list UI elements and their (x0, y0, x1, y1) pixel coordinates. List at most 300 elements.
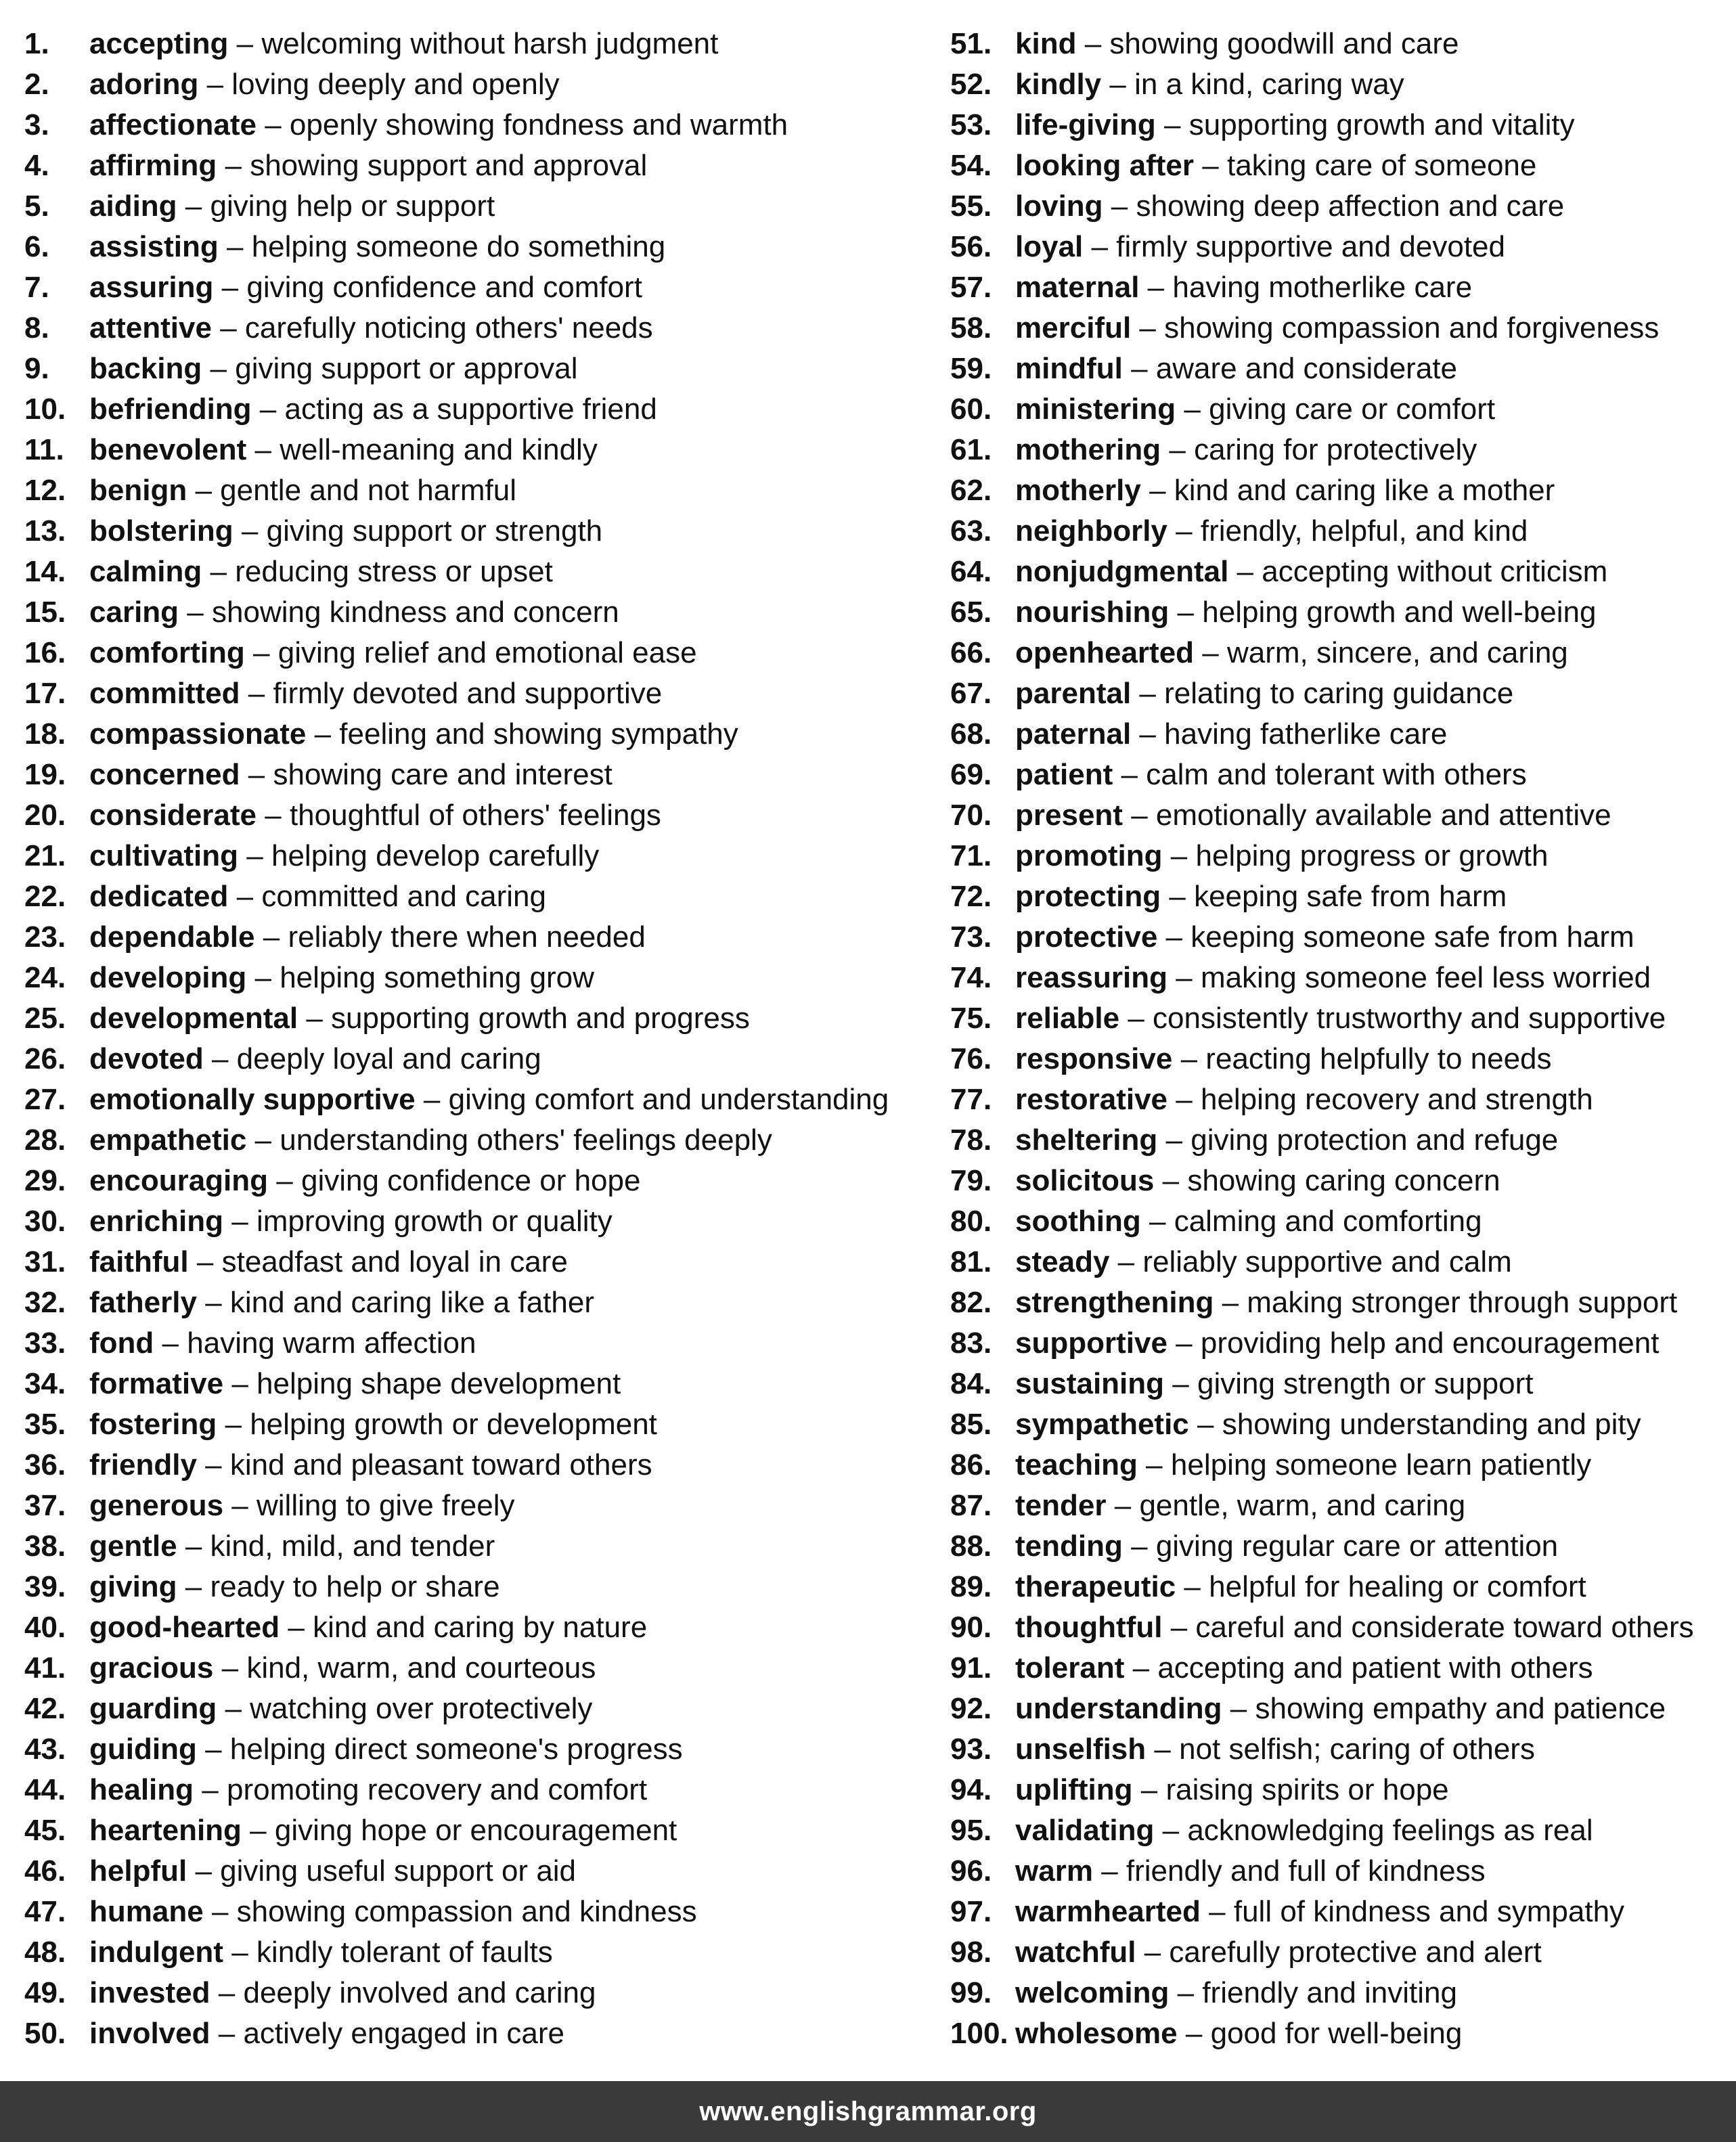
item-number: 55. (950, 189, 992, 223)
item-term: adoring (89, 68, 199, 101)
list-item (24, 1936, 904, 1976)
item-term: paternal (1015, 717, 1132, 751)
list-item (24, 433, 904, 474)
item-separator: – (231, 1367, 248, 1400)
item-number: 88. (950, 1530, 992, 1563)
item-definition: helping someone learn patiently (1170, 1448, 1592, 1481)
item-number: 34. (24, 1367, 66, 1400)
item-definition: calm and tolerant with others (1146, 758, 1527, 791)
item-number: 27. (24, 1083, 66, 1116)
item-term: sustaining (1015, 1367, 1165, 1400)
item-term: uplifting (1015, 1773, 1133, 1806)
list-item (950, 1367, 1736, 1408)
item-text (89, 189, 495, 223)
item-definition: helping growth and well-being (1202, 596, 1597, 629)
item-text (1015, 108, 1575, 142)
item-text (89, 1245, 568, 1279)
item-number: 28. (24, 1123, 66, 1157)
list-item (24, 1123, 904, 1164)
list-item (950, 596, 1736, 636)
item-number: 67. (950, 677, 992, 710)
item-term: mothering (1015, 433, 1161, 466)
item-term: befriending (89, 393, 252, 426)
item-separator: – (231, 1936, 248, 1969)
item-number: 52. (950, 68, 992, 101)
list-item (950, 189, 1736, 230)
item-separator: – (306, 1002, 323, 1035)
item-term: concerned (89, 758, 240, 791)
item-separator: – (254, 1123, 272, 1157)
item-definition: openly showing fondness and warmth (289, 108, 788, 141)
item-term: benevolent (89, 433, 247, 466)
item-term: fond (89, 1326, 154, 1360)
item-definition: understanding others' feelings deeply (280, 1123, 772, 1157)
list-item (950, 1611, 1736, 1651)
list-item (950, 1854, 1736, 1895)
item-definition: showing care and interest (273, 758, 613, 791)
item-definition: in a kind, caring way (1134, 68, 1404, 101)
item-term: nonjudgmental (1015, 555, 1229, 588)
list-item (24, 1814, 904, 1854)
item-term: good-hearted (89, 1611, 280, 1644)
item-number: 23. (24, 920, 66, 954)
item-number: 83. (950, 1326, 992, 1360)
item-term: unselfish (1015, 1733, 1147, 1766)
item-number: 98. (950, 1936, 992, 1969)
item-text (1015, 880, 1507, 914)
item-number: 13. (24, 514, 66, 548)
item-definition: helping progress or growth (1195, 839, 1549, 872)
item-definition: carefully protective and alert (1169, 1936, 1542, 1969)
item-term: sympathetic (1015, 1408, 1189, 1441)
item-term: benign (89, 474, 187, 507)
item-text (89, 68, 560, 102)
item-number: 31. (24, 1245, 66, 1278)
item-definition: improving growth or quality (256, 1205, 613, 1238)
item-number: 5. (24, 189, 49, 223)
item-text (1015, 1854, 1486, 1888)
item-text (89, 271, 642, 305)
item-separator: – (1202, 636, 1219, 669)
item-text (89, 1286, 594, 1320)
list-item (24, 1326, 904, 1367)
item-number: 16. (24, 636, 66, 669)
item-definition: calming and comforting (1174, 1205, 1482, 1238)
item-definition: kind and caring like a father (229, 1286, 595, 1319)
item-number: 94. (950, 1773, 992, 1806)
item-number: 2. (24, 68, 49, 101)
item-definition: supporting growth and progress (331, 1002, 750, 1035)
item-number: 51. (950, 27, 992, 60)
item-definition: reducing stress or upset (235, 555, 553, 588)
list-item (24, 189, 904, 230)
item-separator: – (1147, 271, 1165, 304)
item-separator: – (1131, 352, 1148, 385)
item-separator: – (236, 27, 254, 60)
list-item (950, 433, 1736, 474)
item-number: 85. (950, 1408, 992, 1441)
item-term: heartening (89, 1814, 242, 1847)
item-definition: warm, sincere, and caring (1227, 636, 1568, 669)
list-item (24, 1164, 904, 1205)
item-definition: having motherlike care (1172, 271, 1473, 304)
item-text (1015, 433, 1477, 467)
item-definition: kind and pleasant toward others (229, 1448, 652, 1481)
list-item (24, 839, 904, 880)
item-separator: – (218, 1976, 236, 2009)
list-item (24, 230, 904, 271)
item-separator: – (211, 1895, 229, 1928)
item-term: accepting (89, 27, 229, 60)
item-text (89, 1611, 647, 1645)
item-separator: – (1131, 799, 1148, 832)
item-text (1015, 1326, 1659, 1360)
item-term: therapeutic (1015, 1570, 1176, 1603)
item-text (1015, 1489, 1465, 1523)
item-number: 19. (24, 758, 66, 791)
item-text (1015, 149, 1536, 183)
item-term: developmental (89, 1002, 298, 1035)
item-text (1015, 555, 1607, 589)
item-term: loyal (1015, 230, 1084, 263)
list-item (24, 1651, 904, 1692)
item-definition: kindly tolerant of faults (256, 1936, 553, 1969)
item-term: soothing (1015, 1205, 1141, 1238)
list-item (950, 677, 1736, 717)
item-text (89, 596, 619, 629)
item-number: 42. (24, 1692, 66, 1725)
list-item (950, 717, 1736, 758)
item-separator: – (225, 149, 242, 182)
item-text (89, 920, 646, 954)
item-number: 33. (24, 1326, 66, 1360)
item-term: welcoming (1015, 1976, 1170, 2009)
item-separator: – (1091, 230, 1108, 263)
item-separator: – (1144, 1936, 1161, 1969)
item-number: 30. (24, 1205, 66, 1238)
list-item (950, 1123, 1736, 1164)
item-definition: watching over protectively (250, 1692, 593, 1725)
item-definition: helping direct someone's progress (229, 1733, 683, 1766)
item-term: backing (89, 352, 202, 385)
item-text (1015, 1042, 1552, 1076)
item-term: emotionally supportive (89, 1083, 416, 1116)
item-separator: – (218, 2017, 236, 2050)
item-separator: – (185, 189, 202, 223)
list-item (950, 1530, 1736, 1570)
item-text (1015, 1611, 1694, 1645)
item-number: 11. (24, 433, 64, 466)
item-separator: – (1109, 68, 1126, 101)
item-term: solicitous (1015, 1164, 1155, 1197)
item-separator: – (1117, 1245, 1135, 1278)
item-text (89, 393, 657, 426)
item-text (89, 1530, 495, 1563)
item-text (1015, 636, 1568, 670)
item-number: 39. (24, 1570, 66, 1603)
item-definition: deeply loyal and caring (236, 1042, 541, 1075)
item-term: assisting (89, 230, 219, 263)
item-separator: – (1176, 1083, 1193, 1116)
list-item (950, 1408, 1736, 1448)
item-term: tolerant (1015, 1651, 1125, 1684)
list-item (950, 555, 1736, 596)
item-number: 97. (950, 1895, 992, 1928)
list-item (950, 1895, 1736, 1936)
item-definition: giving strength or support (1197, 1367, 1534, 1400)
word-list-right-column (950, 27, 1736, 2057)
item-text (1015, 1205, 1482, 1239)
item-separator: – (202, 1773, 219, 1806)
item-number: 73. (950, 920, 992, 954)
item-text (1015, 2017, 1462, 2051)
list-item (950, 474, 1736, 514)
item-number: 58. (950, 311, 992, 344)
item-term: healing (89, 1773, 194, 1806)
item-text (1015, 596, 1596, 629)
list-item (950, 1733, 1736, 1773)
list-item (24, 1083, 904, 1123)
item-definition: emotionally available and attentive (1155, 799, 1611, 832)
item-term: neighborly (1015, 514, 1167, 548)
item-term: sheltering (1015, 1123, 1158, 1157)
item-definition: kind and caring by nature (313, 1611, 648, 1644)
item-number: 68. (950, 717, 992, 751)
item-number: 89. (950, 1570, 992, 1603)
item-text (1015, 68, 1404, 102)
item-term: understanding (1015, 1692, 1222, 1725)
item-number: 44. (24, 1773, 66, 1806)
item-definition: steadfast and loyal in care (221, 1245, 568, 1278)
item-text (1015, 1083, 1593, 1117)
item-definition: kind and caring like a mother (1174, 474, 1555, 507)
item-number: 45. (24, 1814, 66, 1847)
item-number: 12. (24, 474, 66, 507)
list-item (24, 1895, 904, 1936)
item-term: kind (1015, 27, 1077, 60)
item-term: compassionate (89, 717, 307, 751)
item-definition: giving useful support or aid (220, 1854, 577, 1888)
item-separator: – (1202, 149, 1219, 182)
item-separator: – (162, 1326, 179, 1360)
item-text (89, 1002, 750, 1035)
list-item (950, 1286, 1736, 1326)
item-number: 69. (950, 758, 992, 791)
item-term: supportive (1015, 1326, 1167, 1360)
item-number: 78. (950, 1123, 992, 1157)
item-text (89, 230, 665, 264)
item-separator: – (231, 1205, 248, 1238)
list-item (24, 1448, 904, 1489)
footer-website-link[interactable]: www.englishgrammar.org (699, 2096, 1037, 2126)
item-text (89, 1408, 657, 1442)
list-item (24, 393, 904, 433)
item-text (89, 880, 546, 914)
list-item (950, 1326, 1736, 1367)
item-separator: – (196, 1245, 214, 1278)
item-number: 17. (24, 677, 66, 710)
item-term: indulgent (89, 1936, 223, 1969)
item-separator: – (1111, 189, 1128, 223)
item-separator: – (423, 1083, 441, 1116)
item-text (1015, 352, 1457, 386)
list-item (950, 352, 1736, 393)
item-separator: – (1139, 311, 1156, 344)
item-text (1015, 1123, 1558, 1157)
item-separator: – (185, 1570, 202, 1603)
list-item (950, 1164, 1736, 1205)
item-definition: accepting and patient with others (1157, 1651, 1593, 1684)
list-item (24, 1205, 904, 1245)
item-separator: – (1177, 1976, 1195, 2009)
item-number: 4. (24, 149, 49, 182)
item-definition: friendly and inviting (1202, 1976, 1457, 2009)
item-number: 80. (950, 1205, 992, 1238)
item-text (1015, 1936, 1542, 1969)
item-term: affirming (89, 149, 217, 182)
list-item (950, 839, 1736, 880)
list-item (950, 880, 1736, 920)
item-number: 64. (950, 555, 992, 588)
item-definition: relating to caring guidance (1164, 677, 1514, 710)
item-definition: gentle and not harmful (220, 474, 517, 507)
item-term: humane (89, 1895, 204, 1928)
list-item (950, 271, 1736, 311)
list-item (950, 1976, 1736, 2017)
item-separator: – (259, 393, 277, 426)
item-text (89, 311, 653, 345)
item-text (89, 1083, 889, 1117)
list-item (950, 149, 1736, 189)
list-item (24, 961, 904, 1002)
item-separator: – (221, 271, 239, 304)
list-item (24, 555, 904, 596)
item-number: 81. (950, 1245, 992, 1278)
item-text (1015, 1692, 1666, 1726)
item-term: patient (1015, 758, 1113, 791)
item-definition: caring for protectively (1194, 433, 1477, 466)
list-item (24, 1408, 904, 1448)
item-definition: giving protection and refuge (1190, 1123, 1559, 1157)
item-separator: – (1165, 920, 1183, 954)
item-term: attentive (89, 311, 212, 344)
item-definition: having fatherlike care (1164, 717, 1448, 751)
item-separator: – (1164, 108, 1181, 141)
item-text (1015, 758, 1527, 792)
item-number: 99. (950, 1976, 992, 2009)
item-number: 18. (24, 717, 66, 751)
item-separator: – (1146, 1448, 1163, 1481)
item-definition: taking care of someone (1226, 149, 1537, 182)
item-definition: welcoming without harsh judgment (261, 27, 719, 60)
item-term: loving (1015, 189, 1103, 223)
item-definition: helping recovery and strength (1200, 1083, 1593, 1116)
list-item (24, 1530, 904, 1570)
item-number: 10. (24, 393, 66, 426)
item-separator: – (1149, 1205, 1166, 1238)
item-text (89, 1570, 500, 1604)
item-separator: – (1154, 1733, 1171, 1766)
item-definition: reacting helpfully to needs (1205, 1042, 1552, 1075)
item-term: parental (1015, 677, 1132, 710)
item-definition: giving hope or encouragement (274, 1814, 677, 1847)
list-item (24, 352, 904, 393)
item-definition: full of kindness and sympathy (1233, 1895, 1625, 1928)
list-item (24, 1773, 904, 1814)
item-text (89, 1651, 596, 1685)
item-definition: giving help or support (210, 189, 495, 223)
item-term: giving (89, 1570, 177, 1603)
item-number: 6. (24, 230, 49, 263)
list-item (24, 880, 904, 920)
item-number: 53. (950, 108, 992, 141)
item-definition: willing to give freely (257, 1489, 515, 1522)
item-text (1015, 1367, 1534, 1401)
item-separator: – (1209, 1895, 1226, 1928)
item-term: gracious (89, 1651, 214, 1684)
item-text (89, 1489, 515, 1523)
footer-bar (0, 2081, 1736, 2142)
list-item (24, 27, 904, 68)
item-separator: – (1149, 474, 1166, 507)
item-definition: kind, warm, and courteous (246, 1651, 596, 1684)
item-number: 100. (950, 2017, 1008, 2050)
list-item (24, 1692, 904, 1733)
item-text (89, 1814, 677, 1848)
item-number: 36. (24, 1448, 66, 1481)
item-separator: – (1237, 555, 1254, 588)
item-definition: giving comfort and understanding (448, 1083, 889, 1116)
item-text (1015, 1651, 1593, 1685)
list-item (950, 1083, 1736, 1123)
item-separator: – (253, 636, 270, 669)
item-text (89, 839, 599, 873)
item-number: 46. (24, 1854, 66, 1888)
item-definition: giving regular care or attention (1155, 1530, 1559, 1563)
item-term: comforting (89, 636, 245, 669)
item-separator: – (205, 1286, 222, 1319)
item-separator: – (211, 1042, 229, 1075)
list-item (950, 27, 1736, 68)
item-text (89, 27, 718, 61)
item-number: 93. (950, 1733, 992, 1766)
item-definition: thoughtful of others' feelings (289, 799, 661, 832)
list-item (950, 1489, 1736, 1530)
item-separator: – (263, 920, 280, 954)
item-separator: – (225, 1692, 242, 1725)
item-definition: giving support or approval (235, 352, 578, 385)
item-text (1015, 1530, 1558, 1563)
list-item (950, 1245, 1736, 1286)
list-item (24, 596, 904, 636)
list-item (24, 1002, 904, 1042)
item-term: guarding (89, 1692, 217, 1725)
item-term: friendly (89, 1448, 197, 1481)
item-text (1015, 474, 1555, 508)
list-item (24, 311, 904, 352)
item-number: 37. (24, 1489, 66, 1522)
item-term: thoughtful (1015, 1611, 1163, 1644)
item-term: encouraging (89, 1164, 269, 1197)
list-item (950, 514, 1736, 555)
item-number: 77. (950, 1083, 992, 1116)
item-text (1015, 230, 1505, 264)
item-text (89, 474, 516, 508)
item-text (89, 799, 661, 832)
item-separator: – (236, 880, 254, 913)
item-separator: – (210, 555, 227, 588)
item-separator: – (1139, 677, 1156, 710)
